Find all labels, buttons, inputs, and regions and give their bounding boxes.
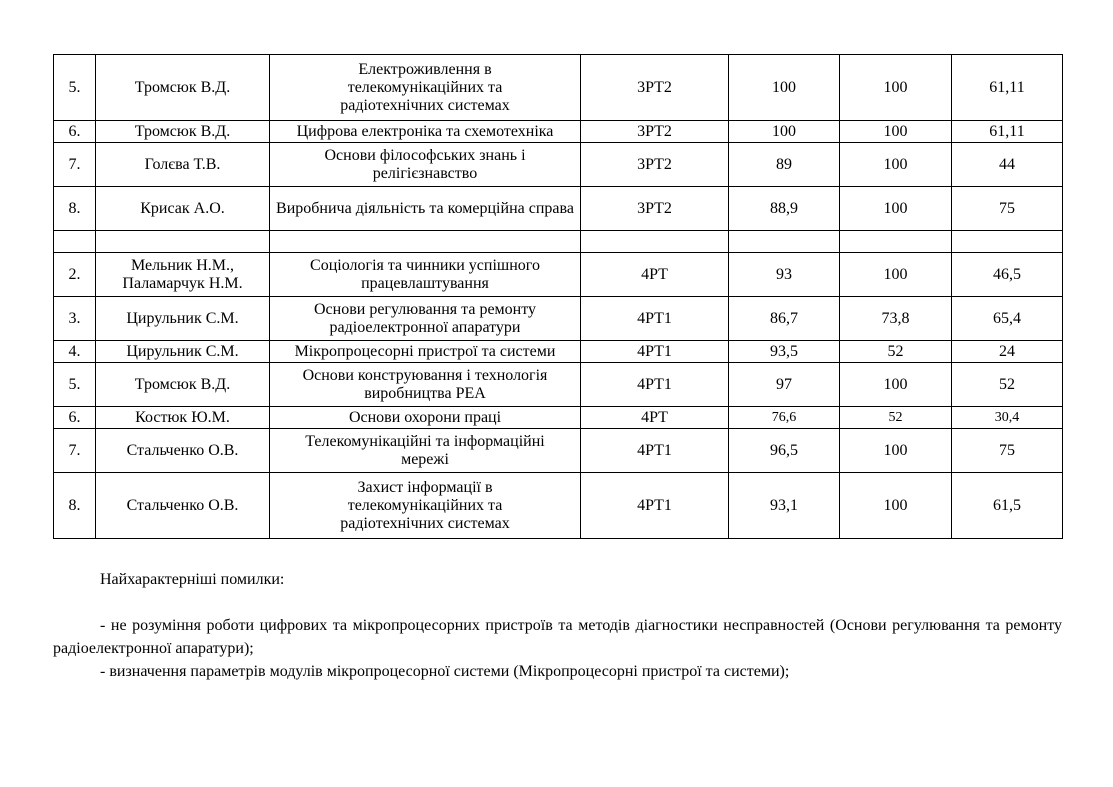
- group-code: 3РТ2: [581, 187, 729, 231]
- subject-name: [270, 231, 581, 253]
- table-row: [54, 253, 1063, 297]
- row-number: 7.: [54, 429, 96, 473]
- value-2: 100: [840, 187, 952, 231]
- group-code: 3РТ2: [581, 55, 729, 121]
- table-row-empty: [54, 231, 1063, 253]
- table-row: [54, 429, 1063, 473]
- teacher-name: Мельник Н.М., Паламарчук Н.М.: [96, 253, 270, 297]
- teacher-name: Голєва Т.В.: [96, 143, 270, 187]
- subject-name: Соціологія та чинники успішного працевлаштування: [270, 253, 581, 297]
- subject-name: Основи конструювання і технологія виробництва РЕА: [270, 363, 581, 407]
- table-row: [54, 407, 1063, 429]
- teacher-name: Крисак А.О.: [96, 187, 270, 231]
- row-number: [54, 231, 96, 253]
- value-2: 100: [840, 473, 952, 539]
- teacher-name: Тромсюк В.Д.: [96, 363, 270, 407]
- value-3: 75: [952, 429, 1063, 473]
- teacher-name: Стальченко О.В.: [96, 429, 270, 473]
- value-3: 61,11: [952, 55, 1063, 121]
- value-3: 65,4: [952, 297, 1063, 341]
- value-2: 73,8: [840, 297, 952, 341]
- value-1: 93,1: [729, 473, 840, 539]
- table-row: [54, 363, 1063, 407]
- teacher-name: Стальченко О.В.: [96, 473, 270, 539]
- row-number: 7.: [54, 143, 96, 187]
- teacher-name: [96, 231, 270, 253]
- value-2: 52: [840, 407, 952, 429]
- notes-item: - визначення параметрів модулів мікропроцесорної системи (Мікропроцесорні пристрої та системи);: [100, 663, 790, 680]
- value-3: [952, 231, 1063, 253]
- row-number: 8.: [54, 187, 96, 231]
- row-number: 6.: [54, 407, 96, 429]
- row-number: 2.: [54, 253, 96, 297]
- value-3: 75: [952, 187, 1063, 231]
- subject-name: Телекомунікаційні та інформаційні мережі: [270, 429, 581, 473]
- value-1: 100: [729, 55, 840, 121]
- teacher-name: Тромсюк В.Д.: [96, 121, 270, 143]
- group-code: 4РТ1: [581, 297, 729, 341]
- group-code: 4РТ1: [581, 341, 729, 363]
- table-row: [54, 297, 1063, 341]
- value-2: 100: [840, 121, 952, 143]
- value-3: 52: [952, 363, 1063, 407]
- notes-section: [53, 568, 1062, 683]
- value-1: 76,6: [729, 407, 840, 429]
- subject-name: Основи філософських знань і релігієзнавство: [270, 143, 581, 187]
- table-row: [54, 55, 1063, 121]
- row-number: 5.: [54, 363, 96, 407]
- value-3: 24: [952, 341, 1063, 363]
- table-row: [54, 121, 1063, 143]
- group-code: 4РТ1: [581, 429, 729, 473]
- value-1: [729, 231, 840, 253]
- subject-name: Захист інформації в телекомунікаційних та радіотехнічних системах: [270, 473, 581, 539]
- subject-name: Основи охорони праці: [270, 407, 581, 429]
- table-row: [54, 143, 1063, 187]
- table-row: [54, 341, 1063, 363]
- notes-heading: Найхарактерніші помилки:: [100, 571, 285, 588]
- value-1: 86,7: [729, 297, 840, 341]
- subject-name: Основи регулювання та ремонту радіоелектронної апаратури: [270, 297, 581, 341]
- value-1: 89: [729, 143, 840, 187]
- row-number: 8.: [54, 473, 96, 539]
- table-row: [54, 473, 1063, 539]
- subject-name: Мікропроцесорні пристрої та системи: [270, 341, 581, 363]
- value-1: 93: [729, 253, 840, 297]
- table-row: [54, 187, 1063, 231]
- value-3: 30,4: [952, 407, 1063, 429]
- row-number: 5.: [54, 55, 96, 121]
- group-code: 4РТ1: [581, 363, 729, 407]
- group-code: 3РТ2: [581, 121, 729, 143]
- teacher-name: Костюк Ю.М.: [96, 407, 270, 429]
- subject-name: Виробнича діяльність та комерційна справа: [270, 187, 581, 231]
- value-3: 61,5: [952, 473, 1063, 539]
- row-number: 3.: [54, 297, 96, 341]
- value-2: 100: [840, 429, 952, 473]
- group-code: 4РТ: [581, 407, 729, 429]
- value-3: 61,11: [952, 121, 1063, 143]
- subject-name: Електроживлення в телекомунікаційних та радіотехнічних системах: [270, 55, 581, 121]
- value-2: 52: [840, 341, 952, 363]
- value-2: 100: [840, 55, 952, 121]
- value-3: 44: [952, 143, 1063, 187]
- value-1: 100: [729, 121, 840, 143]
- value-2: 100: [840, 143, 952, 187]
- notes-item: - не розуміння роботи цифрових та мікропроцесорних пристроїв та методів діагностики несправностей (Основи регулювання та ремонту радіоелектронної апаратури);: [53, 617, 1062, 657]
- row-number: 4.: [54, 341, 96, 363]
- subject-name: Цифрова електроніка та схемотехніка: [270, 121, 581, 143]
- group-code: [581, 231, 729, 253]
- teacher-name: Цирульник С.М.: [96, 297, 270, 341]
- value-2: [840, 231, 952, 253]
- value-3: 46,5: [952, 253, 1063, 297]
- group-code: 3РТ2: [581, 143, 729, 187]
- group-code: 4РТ: [581, 253, 729, 297]
- teacher-name: Цирульник С.М.: [96, 341, 270, 363]
- row-number: 6.: [54, 121, 96, 143]
- group-code: 4РТ1: [581, 473, 729, 539]
- value-1: 93,5: [729, 341, 840, 363]
- teacher-name: Тромсюк В.Д.: [96, 55, 270, 121]
- value-2: 100: [840, 253, 952, 297]
- value-2: 100: [840, 363, 952, 407]
- value-1: 96,5: [729, 429, 840, 473]
- value-1: 97: [729, 363, 840, 407]
- value-1: 88,9: [729, 187, 840, 231]
- results-table: [53, 54, 1063, 539]
